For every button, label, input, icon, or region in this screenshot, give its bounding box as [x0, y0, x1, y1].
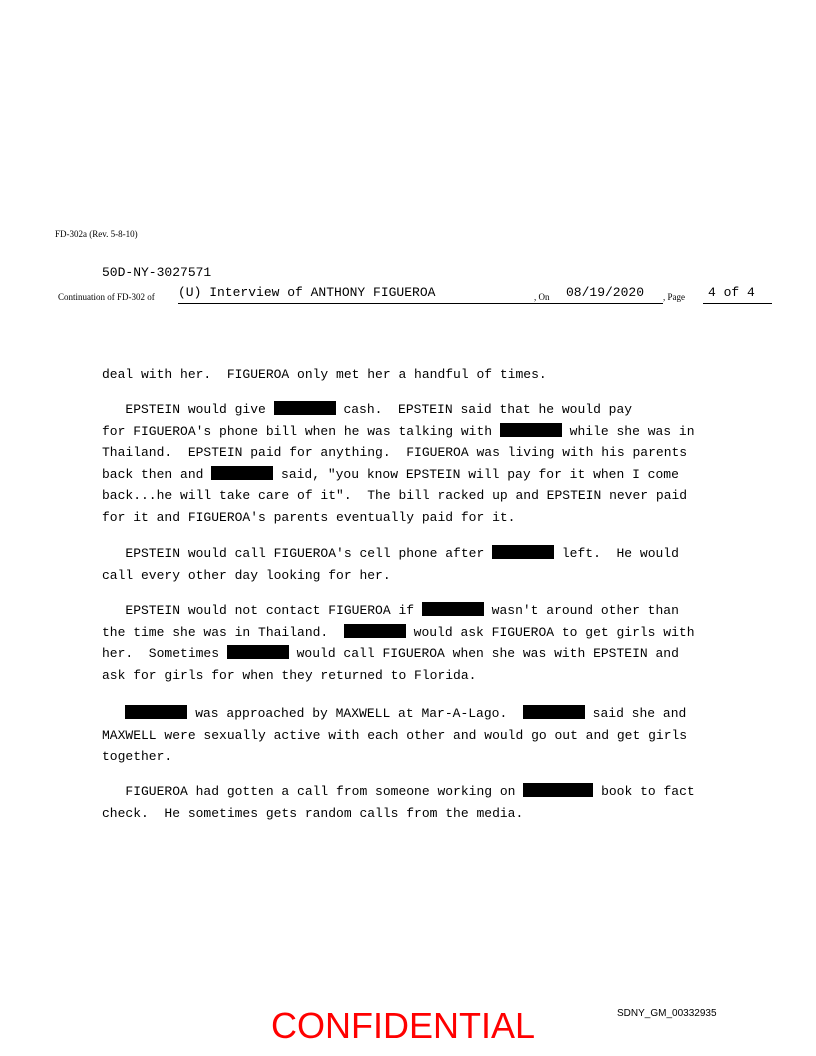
text-line: back...he will take care of it". The bill racked up and EPSTEIN never paid: [102, 488, 688, 503]
paragraph-0: [102, 364, 772, 386]
confidential-stamp: CONFIDENTIAL: [271, 1005, 536, 1046]
redaction-box: [344, 624, 406, 638]
text-span: EPSTEIN would not contact FIGUEROA if: [102, 603, 422, 618]
text-line: for it and FIGUEROA's parents eventually paid for it.: [102, 509, 516, 525]
text-span: cash. EPSTEIN said that he would pay: [335, 402, 633, 417]
text-span: book to fact: [593, 784, 695, 799]
text-span: EPSTEIN would give: [102, 402, 274, 417]
text-span: was approached by MAXWELL at Mar-A-Lago.: [187, 706, 523, 721]
text-line: Thailand. EPSTEIN paid for anything. FIGUEROA was living with his parents: [102, 445, 688, 460]
text-span: while she was in: [561, 423, 695, 439]
continuation-label: Continuation of FD-302 of: [58, 292, 155, 302]
continuation-row: [58, 284, 778, 308]
date-value: 08/19/2020: [566, 285, 645, 300]
text-span: EPSTEIN would call FIGUEROA's cell phone after: [102, 546, 493, 561]
text-line: [102, 622, 772, 644]
redaction-box: [211, 466, 273, 480]
text-span: back then and: [102, 466, 212, 482]
redaction-box: [500, 423, 562, 437]
paragraph-5: [102, 781, 772, 824]
text-line: [102, 464, 772, 486]
page-label: , Page: [663, 292, 685, 302]
text-span: said, "you know EPSTEIN will pay for it when I come: [273, 466, 679, 482]
text-span: left. He would: [554, 546, 679, 561]
text-line: [102, 600, 772, 622]
text-span: would ask FIGUEROA to get girls with: [405, 624, 695, 640]
date-field: [563, 284, 663, 304]
text-span: for FIGUEROA's phone bill when he was talking with: [102, 423, 500, 439]
text-line: [102, 703, 772, 725]
text-span: FIGUEROA had gotten a call from someone working on: [102, 784, 524, 799]
redaction-box: [227, 645, 289, 659]
redaction-box: [274, 401, 336, 415]
text-span: would call FIGUEROA when she was with EPSTEIN and: [288, 646, 679, 661]
text-line: [102, 643, 772, 665]
redaction-box: [125, 705, 187, 719]
file-number: 50D-NY-3027571: [102, 265, 212, 280]
paragraph-4: [102, 703, 772, 768]
text-line: call every other day looking for her.: [102, 567, 391, 583]
text-line: MAXWELL were sexually active with each other and would go out and get girls: [102, 727, 688, 743]
page-field: [703, 284, 772, 304]
on-label: , On: [534, 292, 550, 302]
interview-title-field: [178, 284, 590, 304]
form-code: FD-302a (Rev. 5-8-10): [55, 229, 138, 239]
text-line: together.: [102, 749, 173, 764]
text-line: [102, 399, 772, 421]
text-span: the time she was in Thailand.: [102, 624, 344, 640]
text-span: her. Sometimes: [102, 646, 227, 661]
paragraph-3: [102, 600, 772, 686]
text-line: [102, 543, 772, 565]
redaction-box: [422, 602, 484, 616]
bates-number: SDNY_GM_00332935: [617, 1008, 717, 1019]
interview-title: (U) Interview of ANTHONY FIGUEROA: [178, 285, 436, 300]
text-line: [102, 781, 772, 803]
text-line: check. He sometimes gets random calls from the media.: [102, 805, 524, 821]
text-span: wasn't around other than: [483, 603, 679, 618]
text-line: ask for girls for when they returned to Florida.: [102, 667, 477, 683]
redaction-box: [523, 705, 585, 719]
redaction-box: [523, 783, 593, 797]
paragraph-2: [102, 543, 772, 586]
text-span: [102, 706, 125, 721]
paragraph-1: [102, 399, 772, 528]
redaction-box: [492, 545, 554, 559]
text-line: [102, 421, 772, 443]
text-line: deal with her. FIGUEROA only met her a handful of times.: [102, 367, 547, 382]
text-span: said she and: [584, 706, 687, 721]
page-value: 4 of 4: [708, 285, 755, 300]
